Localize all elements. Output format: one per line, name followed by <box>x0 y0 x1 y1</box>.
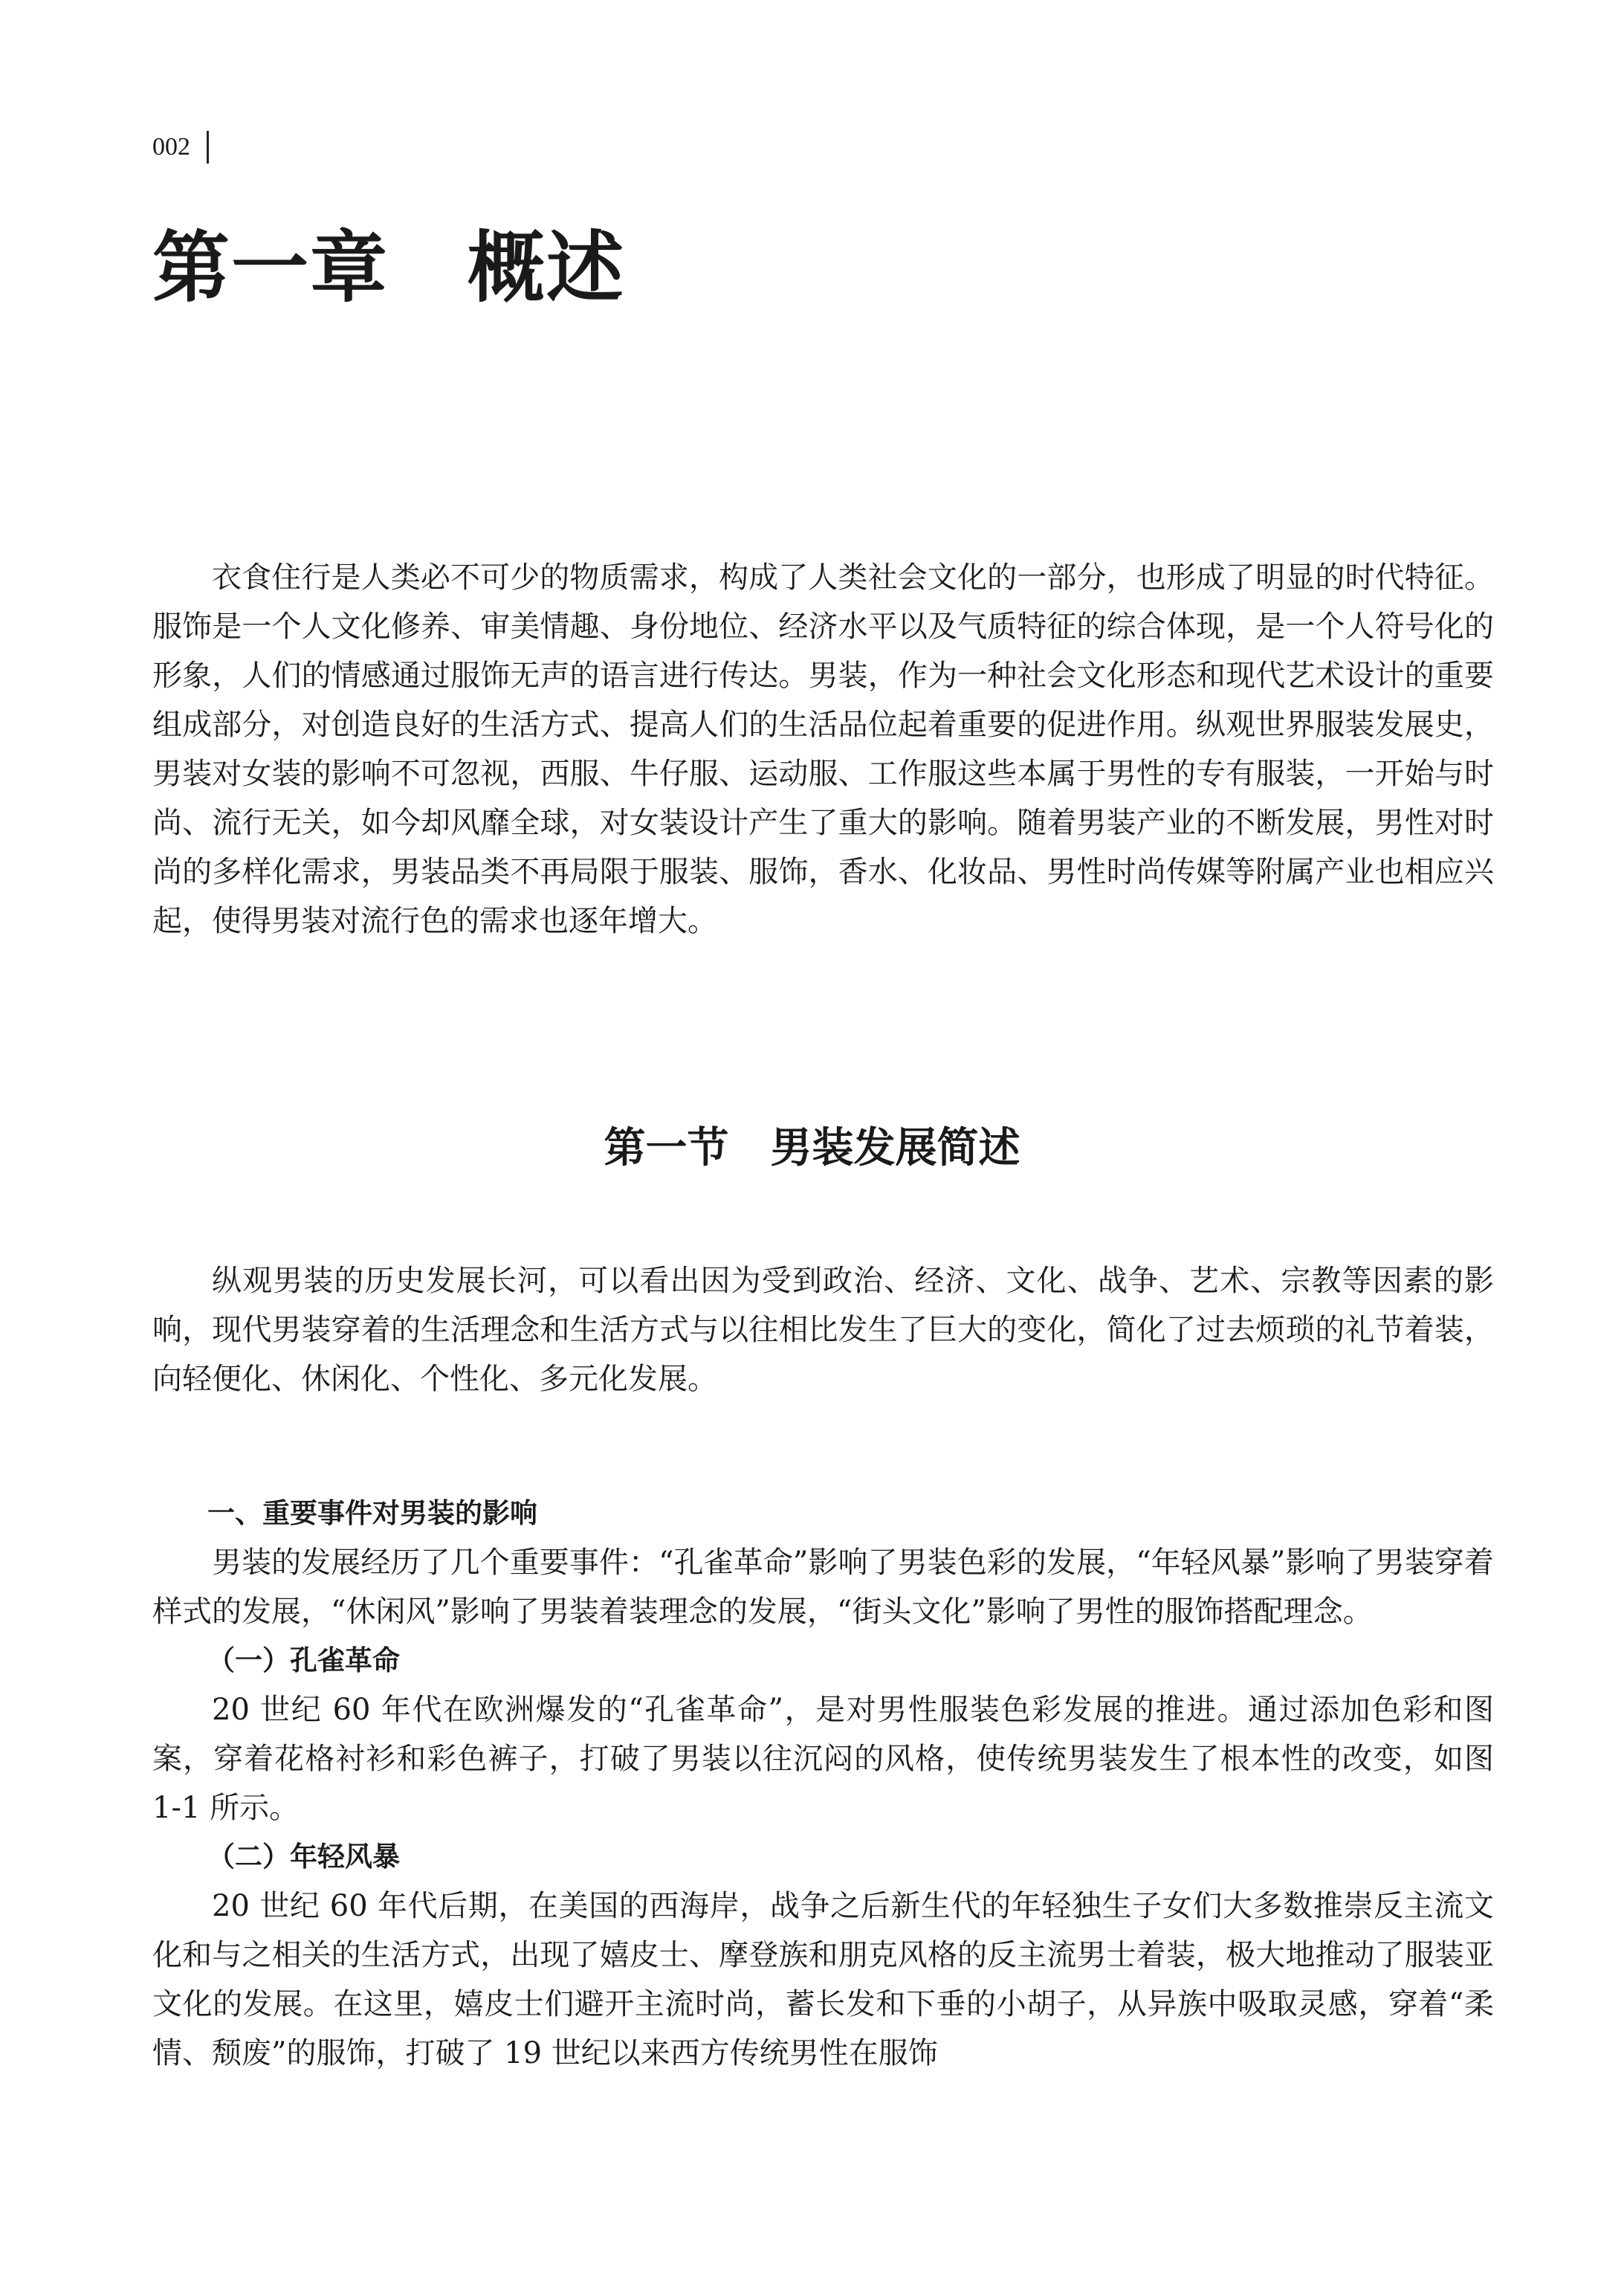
page-header <box>152 131 209 164</box>
peacock-revolution-paragraph: 20 世纪 60 年代在欧洲爆发的“孔雀革命”，是对男性服装色彩发展的推进。通过添加色彩和图案，穿着花格衬衫和彩色裤子，打破了男装以往沉闷的风格，使传统男装发生了根本性的改变，如图 1-1 所示。 <box>152 1693 1494 1825</box>
heading-peacock-revolution: （一）孔雀革命 <box>207 1644 400 1676</box>
intro-paragraph: 衣食住行是人类必不可少的物质需求，构成了人类社会文化的一部分，也形成了明显的时代特征。服饰是一个人文化修养、审美情趣、身份地位、经济水平以及气质特征的综合体现，是一个人符号化的形象，人们的情感通过服饰无声的语言进行传达。男装，作为一种社会文化形态和现代艺术设计的重要组成部分，对创造良好的生活方式、提高人们的生活品位起着重要的促进作用。纵观世界服装发展史，男装对女装的影响不可忽视，西服、牛仔服、运动服、工作服这些本属于男性的专有服装，一开始与时尚、流行无关，如今却风靡全球，对女装设计产生了重大的影响。随着男装产业的不断发展，男性对时尚的多样化需求，男装品类不再局限于服装、服饰，香水、化妆品、男性时尚传媒等附属产业也相应兴起，使得男装对流行色的需求也逐年增大。 <box>152 561 1494 938</box>
section-title: 第一节 男装发展简述 <box>604 1124 1020 1172</box>
chapter-intro <box>152 553 1494 946</box>
chapter-title: 第一章 概述 <box>152 222 626 313</box>
section-intro-paragraph: 纵观男装的历史发展长河，可以看出因为受到政治、经济、文化、战争、艺术、宗教等因素的影响，现代男装穿着的生活理念和生活方式与以往相比发生了巨大的变化，简化了过去烦琐的礼节着装，向轻便化、休闲化、个性化、多元化发展。 <box>152 1264 1494 1396</box>
section-body <box>152 1256 1494 1404</box>
subheading-important-events: 一、重要事件对男装的影响 <box>207 1497 537 1529</box>
youth-storm-paragraph: 20 世纪 60 年代后期，在美国的西海岸，战争之后新生代的年轻独生子女们大多数推崇反主流文化和与之相关的生活方式，出现了嬉皮士、摩登族和朋克风格的反主流男士着装，极大地推动了服装亚文化的发展。在这里，嬉皮士们避开主流时尚，蓄长发和下垂的小胡子，从异族中吸取灵感，穿着“柔情、颓废”的服饰，打破了 19 世纪以来西方传统男性在服饰 <box>152 1889 1494 2070</box>
important-events-paragraph: 男装的发展经历了几个重要事件：“孔雀革命”影响了男装色彩的发展，“年轻风暴”影响了男装穿着样式的发展，“休闲风”影响了男装着装理念的发展，“街头文化”影响了男性的服饰搭配理念。 <box>152 1546 1494 1629</box>
subsection-body <box>152 1489 1494 2078</box>
header-divider <box>207 131 209 164</box>
page-number: 002 <box>152 133 190 161</box>
heading-youth-storm: （二）年轻风暴 <box>207 1841 400 1873</box>
